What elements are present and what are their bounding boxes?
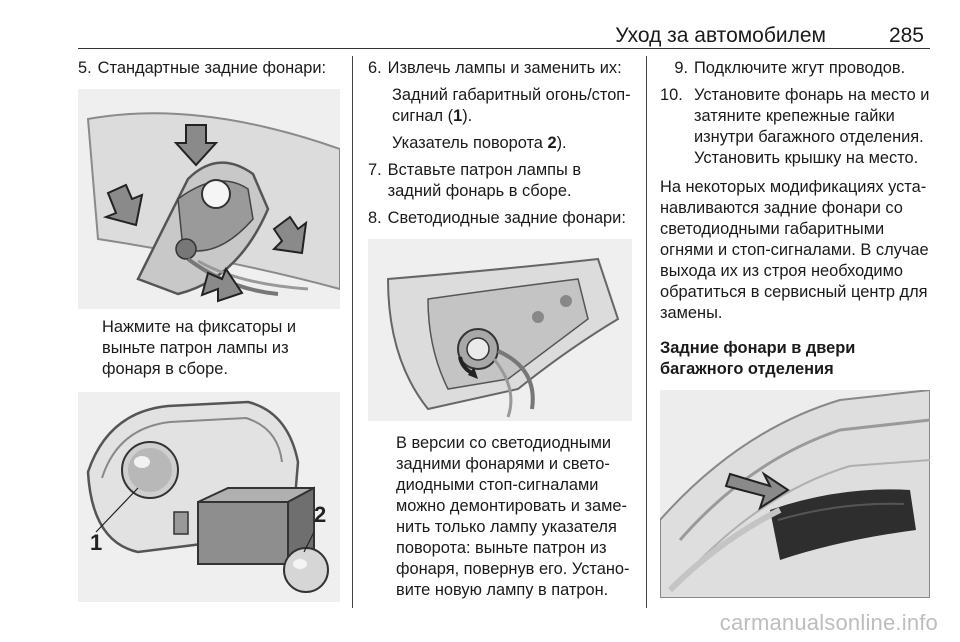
- note-paragraph: На некоторых модификациях уста-навливаются задние фонари со светодиодными габаритными огнями и стоп-сигналами. В случае выхода их из строя необходимо обратиться в сервисный центр для замены.: [660, 178, 929, 322]
- tailgate-lights-illustration: [660, 390, 930, 598]
- figure-led-taillight: [368, 239, 632, 421]
- step-5: 5. Стандартные задние фонари:: [78, 59, 327, 77]
- step-6-sub-1: Задний габаритный огонь/стоп-сигнал (1).: [392, 86, 631, 125]
- figure-bulb-holder: [78, 392, 340, 602]
- bulb-holder-illustration: [78, 392, 340, 602]
- watermark: carmanualsonline.info: [719, 610, 938, 635]
- page-title: Уход за автомобилем: [615, 24, 826, 47]
- led-taillight-illustration: [368, 239, 632, 421]
- figure-3-caption: В версии со светодиодными задними фонарями и свето-диодными стоп-сигналами можно демонтировать и заме-нить только лампу указателя поворота: выньте патрон из фонаря, повернув его. Устано-вите новую лампу в патрон.: [396, 434, 630, 599]
- taillight-clips-illustration: [78, 89, 340, 309]
- section-subheading: Задние фонари в двери багажного отделения: [660, 339, 856, 378]
- step-10: 10. Установите фонарь на место и затяните крепежные гайки изнутри багажного отделения. Установить крышку на место.: [660, 86, 930, 167]
- step-8: 8. Светодиодные задние фонари:: [368, 209, 626, 227]
- column-2: [368, 58, 632, 601]
- figure-tailgate-lights: [660, 390, 930, 598]
- column-1: [78, 58, 340, 602]
- step-6-sub-2: Указатель поворота 2).: [392, 134, 567, 152]
- figure-taillight-clips: [78, 89, 340, 309]
- column-3: [660, 58, 930, 598]
- column-divider-left: [352, 56, 353, 608]
- callout-2: 2: [314, 502, 327, 527]
- step-6: 6. Извлечь лампы и заменить их:: [368, 59, 622, 77]
- callout-1: 1: [90, 530, 103, 555]
- figure-1-caption: Нажмите на фиксаторы и выньте патрон лампы из фонаря в сборе.: [102, 318, 297, 378]
- page-number: 285: [888, 24, 924, 47]
- column-divider-right: [646, 56, 647, 608]
- step-7: 7. Вставьте патрон лампы в задний фонарь в сборе.: [368, 161, 582, 200]
- page-header: [78, 14, 930, 49]
- step-9: 9. Подключите жгут проводов.: [674, 59, 906, 77]
